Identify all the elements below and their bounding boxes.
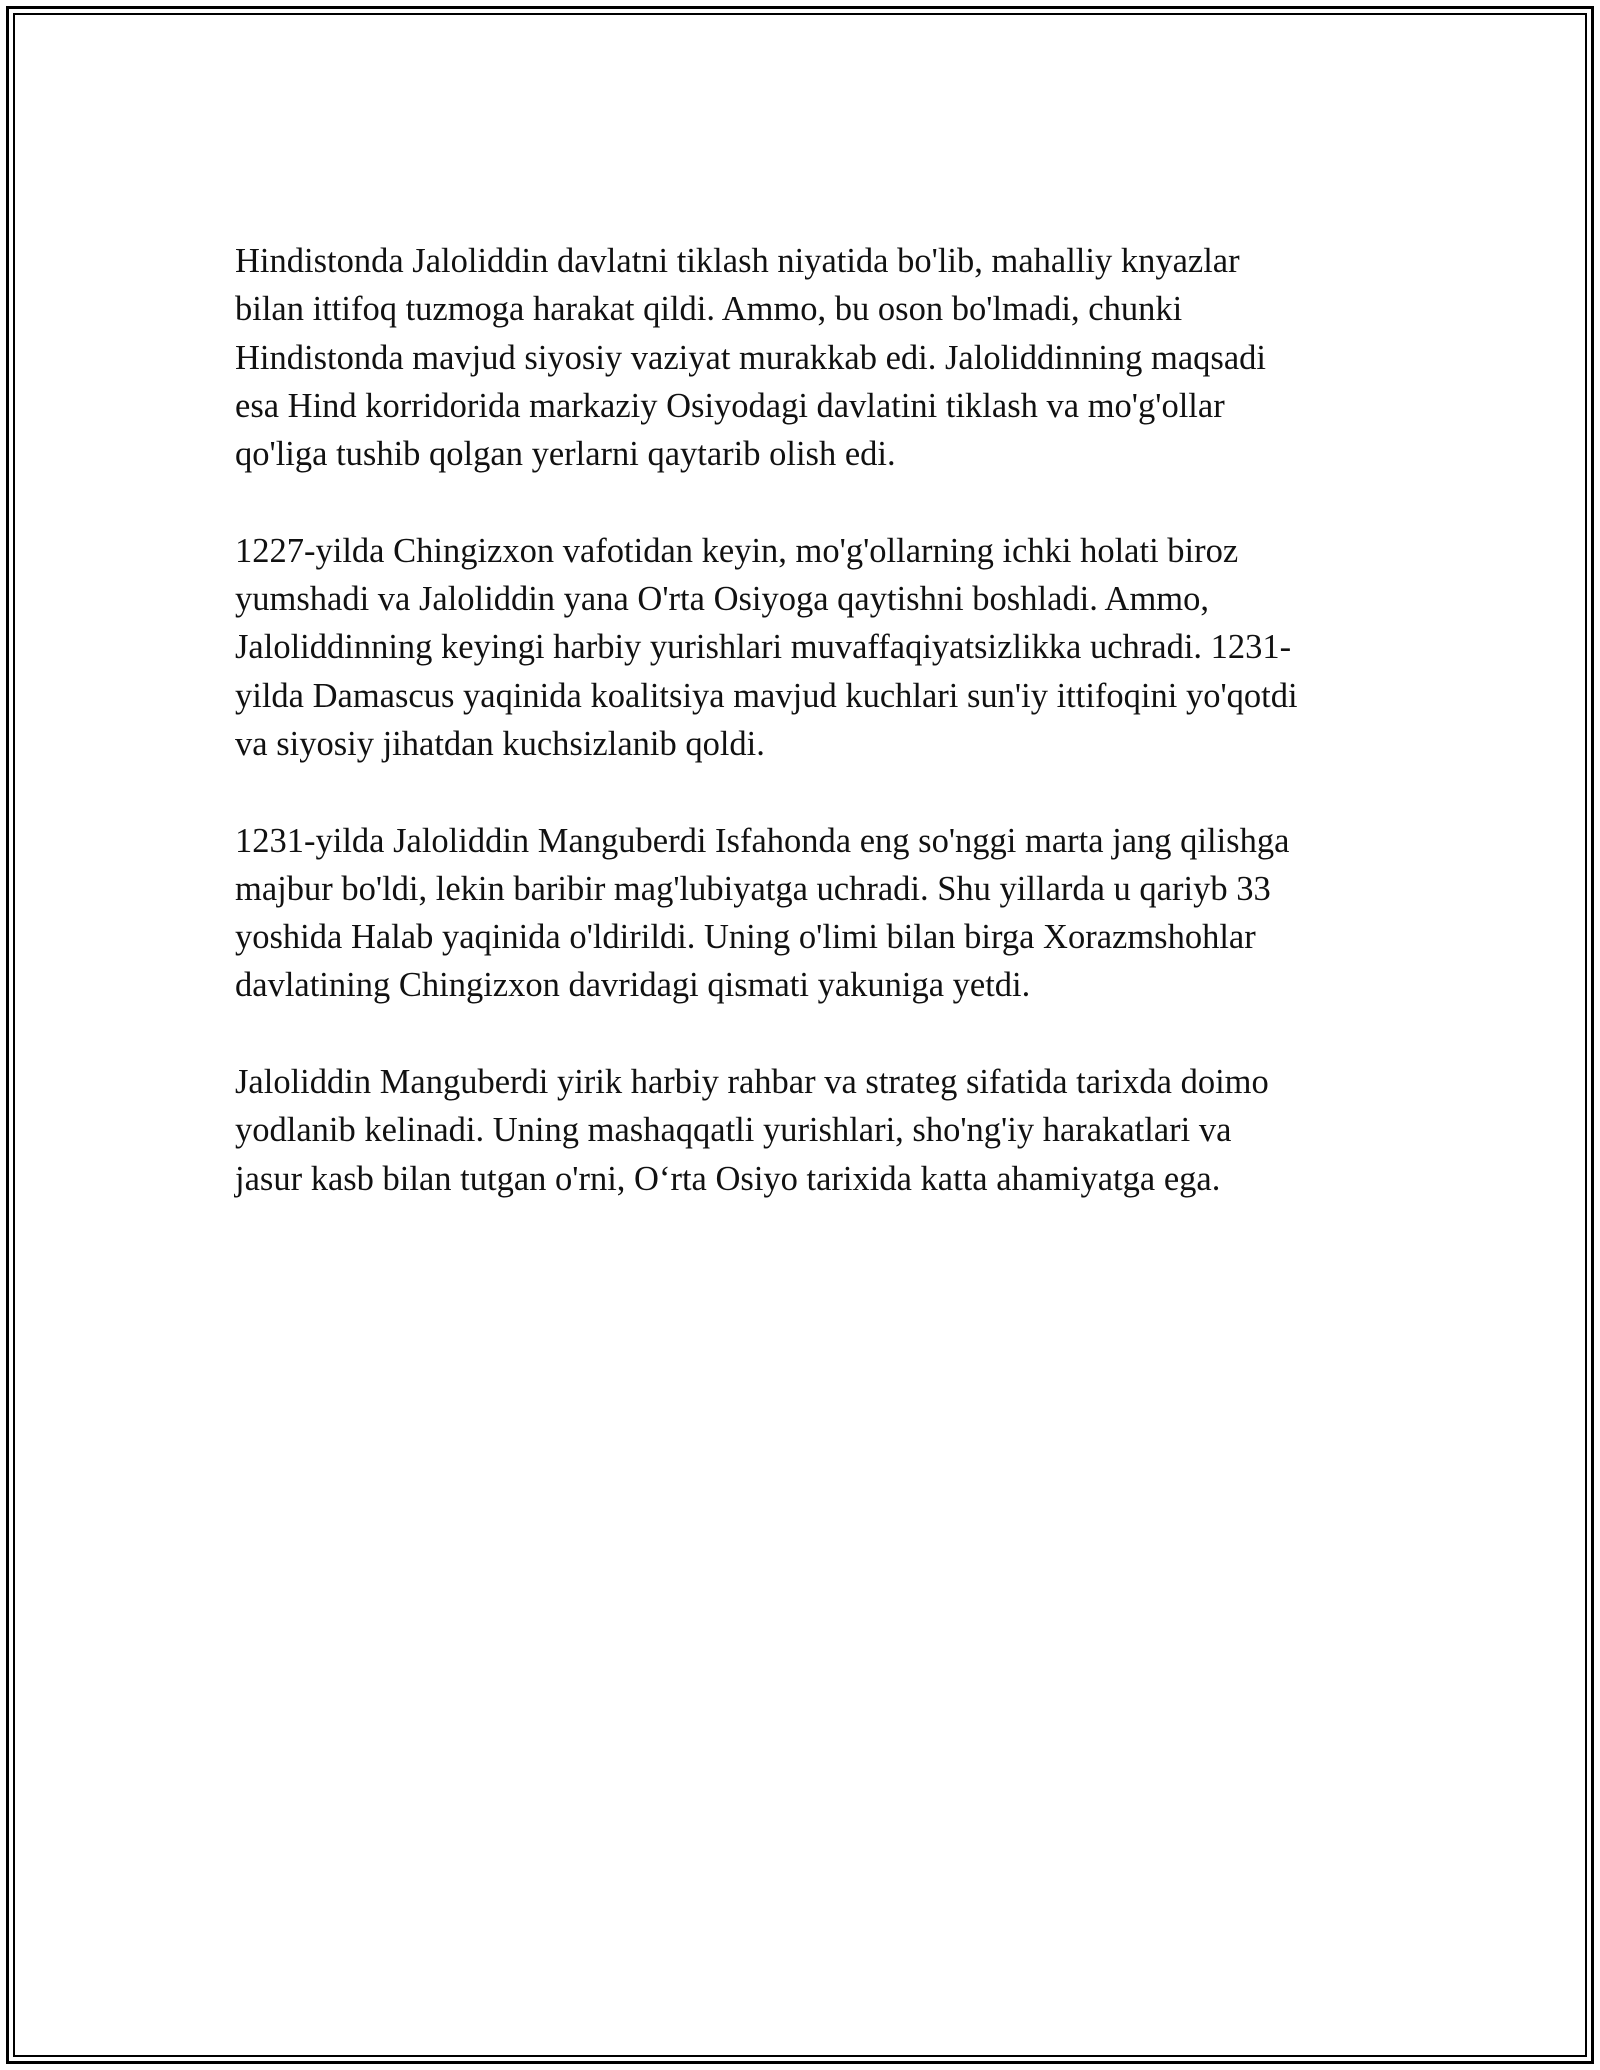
paragraph-1: Hindistonda Jaloliddin davlatni tiklash niyatida bo'lib, mahalliy knyazlar bilan ittifoq tuzmoga harakat qildi. Ammo, bu oson bo'lmadi, chunki Hindistonda mavjud siyosiy vaziyat murakkab edi. Jaloliddinning maqsadi esa Hind korridorida markaziy Osiyodagi davlatini tiklash va mo'g'ollar qo'liga tushib qolgan yerlarni qaytarib olish edi. — [235, 242, 1267, 474]
document-body — [235, 237, 1395, 1251]
paragraph-4: Jaloliddin Manguberdi yirik harbiy rahbar va strateg sifatida tarixda doimo yodlanib kelinadi. Uning mashaqqatli yurishlari, sho'ng'iy harakatlari va jasur kasb bilan tutgan o'rni, O‘rta Osiyo tarixida katta ahamiyatga ega. — [235, 1063, 1269, 1198]
paragraph-3: 1231-yilda Jaloliddin Manguberdi Isfahonda eng so'nggi marta jang qilishga majbur bo'ldi, lekin baribir mag'lubiyatga uchradi. Shu yillarda u qariyb 33 yoshida Halab yaqinida o'ldirildi. Uning o'limi bilan birga Xorazmshohlar davlatining Chingizxon davridagi qismati yakuniga yetdi. — [235, 821, 1290, 1005]
paragraph-2: 1227-yilda Chingizxon vafotidan keyin, mo'g'ollarning ichki holati biroz yumshadi va Jaloliddin yana O'rta Osiyoga qaytishni boshladi. Ammo, Jaloliddinning keyingi harbiy yurishlari muvaffaqiyatsizlikka uchradi. 1231- yilda Damascus yaqinida koalitsiya mavjud kuchlari sun'iy ittifoqini yo'qotdi va siyosiy jihatdan kuchsizlanib qoldi. — [235, 531, 1298, 763]
